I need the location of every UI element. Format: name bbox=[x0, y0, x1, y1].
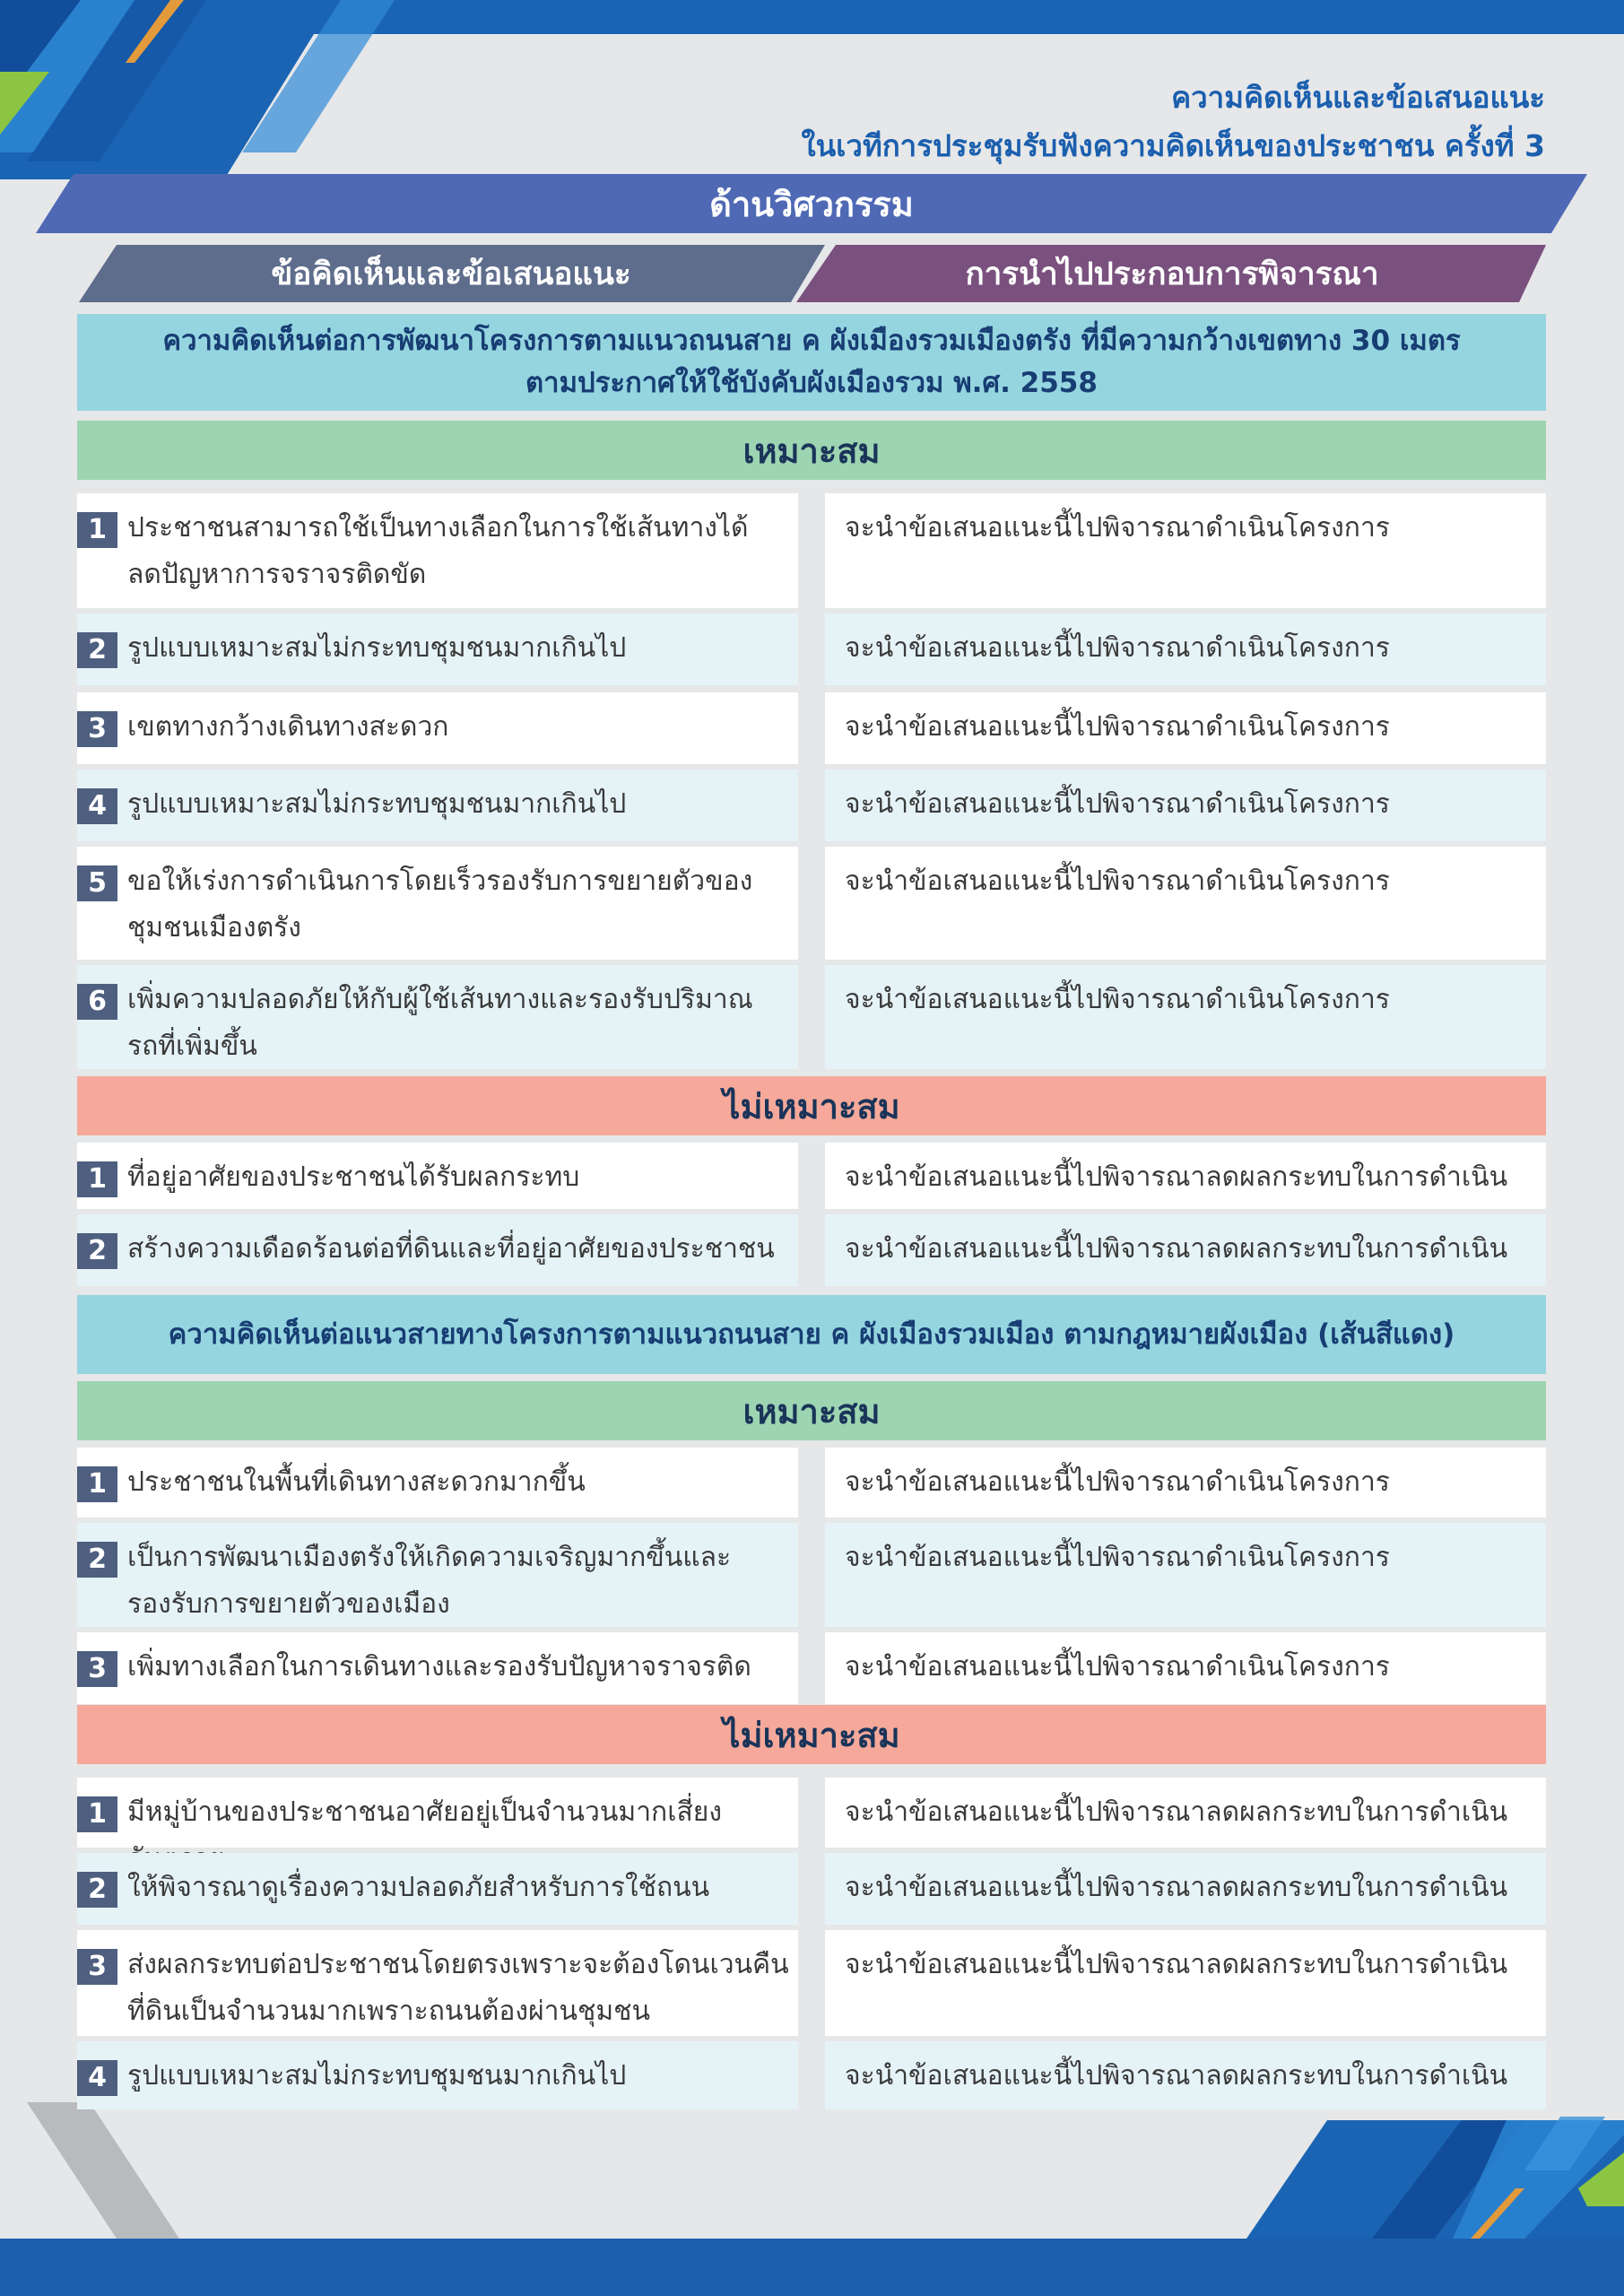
response-cell: จะนำข้อเสนอแนะนี้ไปพิจารณาดำเนินโครงการ bbox=[825, 1523, 1546, 1627]
response-cell: จะนำข้อเสนอแนะนี้ไปพิจารณาดำเนินโครงการ bbox=[825, 1448, 1546, 1518]
item-number: 2 bbox=[77, 632, 117, 668]
item-number: 1 bbox=[77, 1161, 117, 1197]
comment-line: ให้พิจารณาดูเรื่องความปลอดภัยสำหรับการใช้ถนน bbox=[127, 1872, 710, 1903]
item-number: 2 bbox=[77, 1233, 117, 1269]
header-title: ความคิดเห็นและข้อเสนอแนะ bbox=[1171, 80, 1545, 115]
item-number: 1 bbox=[77, 1466, 117, 1502]
comment-line: รูปแบบเหมาะสมไม่กระทบชุมชนมากเกินไป bbox=[127, 2060, 627, 2092]
comment-line: รูปแบบเหมาะสมไม่กระทบชุมชนมากเกินไป bbox=[127, 632, 627, 664]
comment-line: มีหมู่บ้านของประชาชนอาศัยอยู่เป็นจำนวนมากเสี่ยง bbox=[127, 1796, 722, 1828]
item-number: 2 bbox=[77, 1872, 117, 1908]
comment-cell bbox=[77, 1214, 798, 1286]
comment-cell bbox=[77, 2041, 798, 2109]
item-number: 6 bbox=[77, 984, 117, 1020]
bottom-bar bbox=[0, 2239, 1624, 2296]
comment-cell bbox=[77, 1143, 798, 1209]
comment-cell bbox=[77, 692, 798, 764]
comment-cell bbox=[77, 847, 798, 960]
response-cell: จะนำข้อเสนอแนะนี้ไปพิจารณาดำเนินโครงการ bbox=[825, 692, 1546, 764]
response-cell: จะนำข้อเสนอแนะนี้ไปพิจารณาดำเนินโครงการ bbox=[825, 847, 1546, 960]
response-cell: จะนำข้อเสนอแนะนี้ไปพิจารณาดำเนินโครงการ bbox=[825, 770, 1546, 841]
column-header-left: ข้อคิดเห็นและข้อเสนอแนะ bbox=[271, 256, 631, 292]
comment-line: ชุมชนเมืองตรัง bbox=[127, 912, 301, 944]
topic-line: ความคิดเห็นต่อแนวสายทางโครงการตามแนวถนนสาย ค ผังเมืองรวมเมือง ตามกฎหมายผังเมือง (เส้นสีแดง) bbox=[168, 1318, 1455, 1351]
comment-cell bbox=[77, 613, 798, 685]
suitable-banner: เหมาะสม bbox=[77, 421, 1546, 480]
item-number: 3 bbox=[77, 1949, 117, 1985]
topic-line: ตามประกาศให้ใช้บังคับผังเมืองรวม พ.ศ. 2558 bbox=[525, 367, 1098, 399]
item-number: 3 bbox=[77, 711, 117, 747]
item-number: 5 bbox=[77, 865, 117, 901]
comment-cell bbox=[77, 1523, 798, 1627]
comment-line: รองรับการขยายตัวของเมือง bbox=[127, 1588, 450, 1620]
comment-line: เพิ่มทางเลือกในการเดินทางและรองรับปัญหาจราจรติด bbox=[127, 1651, 751, 1683]
suitable-banner: เหมาะสม bbox=[77, 1381, 1546, 1440]
comment-cell bbox=[77, 1632, 798, 1704]
comment-line: ที่อยู่อาศัยของประชาชนได้รับผลกระทบ bbox=[127, 1161, 580, 1193]
comment-line: ลดปัญหาการจราจรติดขัด bbox=[127, 559, 427, 590]
response-cell: จะนำข้อเสนอแนะนี้ไปพิจารณาลดผลกระทบในการดำเนิน bbox=[825, 2041, 1546, 2109]
comment-line: ประชาชนในพื้นที่เดินทางสะดวกมากขึ้น bbox=[127, 1466, 586, 1498]
comment-cell bbox=[77, 493, 798, 608]
comment-cell bbox=[77, 1853, 798, 1925]
comment-line: ที่ดินเป็นจำนวนมากเพราะถนนต้องผ่านชุมชน bbox=[127, 1996, 651, 2027]
item-number: 4 bbox=[77, 788, 117, 824]
item-number: 1 bbox=[77, 512, 117, 548]
response-cell: จะนำข้อเสนอแนะนี้ไปพิจารณาลดผลกระทบในการดำเนิน bbox=[825, 1853, 1546, 1925]
item-number: 3 bbox=[77, 1651, 117, 1687]
response-cell: จะนำข้อเสนอแนะนี้ไปพิจารณาลดผลกระทบในการดำเนิน bbox=[825, 1778, 1546, 1848]
topic-line: ความคิดเห็นต่อการพัฒนาโครงการตามแนวถนนสาย ค ผังเมืองรวมเมืองตรัง ที่มีความกว้างเขตทาง 30 เมตร bbox=[162, 325, 1461, 357]
comment-cell bbox=[77, 1778, 798, 1848]
topic-banner bbox=[77, 1295, 1546, 1374]
response-cell: จะนำข้อเสนอแนะนี้ไปพิจารณาดำเนินโครงการ bbox=[825, 1632, 1546, 1704]
comment-line: ส่งผลกระทบต่อประชาชนโดยตรงเพราะจะต้องโดนเวนคืน bbox=[127, 1949, 789, 1980]
comment-line: เป็นการพัฒนาเมืองตรังให้เกิดความเจริญมากขึ้นและ bbox=[127, 1542, 732, 1573]
comment-line: รถที่เพิ่มขึ้น bbox=[127, 1031, 257, 1062]
comment-cell bbox=[77, 770, 798, 841]
unsuitable-banner: ไม่เหมาะสม bbox=[77, 1705, 1546, 1764]
comment-line: เพิ่มความปลอดภัยให้กับผู้ใช้เส้นทางและรองรับปริมาณ bbox=[127, 984, 753, 1015]
section-title: ด้านวิศวกรรม bbox=[709, 184, 914, 224]
response-cell: จะนำข้อเสนอแนะนี้ไปพิจารณาลดผลกระทบในการดำเนิน bbox=[825, 1143, 1546, 1209]
comment-line: ขอให้เร่งการดำเนินการโดยเร็วรองรับการขยายตัวของ bbox=[127, 865, 753, 897]
comment-line: รูปแบบเหมาะสมไม่กระทบชุมชนมากเกินไป bbox=[127, 788, 627, 820]
topic-banner bbox=[77, 314, 1546, 411]
comment-cell bbox=[77, 965, 798, 1069]
comment-cell bbox=[77, 1930, 798, 2036]
comment-line: สร้างความเดือดร้อนต่อที่ดินและที่อยู่อาศัยของประชาชน bbox=[127, 1233, 775, 1265]
comment-line: ประชาชนสามารถใช้เป็นทางเลือกในการใช้เส้นทางได้ bbox=[127, 512, 749, 544]
response-cell: จะนำข้อเสนอแนะนี้ไปพิจารณาดำเนินโครงการ bbox=[825, 965, 1546, 1069]
item-number: 4 bbox=[77, 2060, 117, 2096]
comment-line: เขตทางกว้างเดินทางสะดวก bbox=[127, 711, 449, 743]
response-cell: จะนำข้อเสนอแนะนี้ไปพิจารณาดำเนินโครงการ bbox=[825, 613, 1546, 685]
response-cell: จะนำข้อเสนอแนะนี้ไปพิจารณาดำเนินโครงการ bbox=[825, 493, 1546, 608]
comment-cell bbox=[77, 1448, 798, 1518]
item-number: 1 bbox=[77, 1796, 117, 1832]
header-subtitle: ในเวทีการประชุมรับฟังความคิดเห็นของประชาชน ครั้งที่ 3 bbox=[801, 128, 1545, 163]
response-cell: จะนำข้อเสนอแนะนี้ไปพิจารณาลดผลกระทบในการดำเนิน bbox=[825, 1214, 1546, 1286]
item-number: 2 bbox=[77, 1542, 117, 1578]
response-cell: จะนำข้อเสนอแนะนี้ไปพิจารณาลดผลกระทบในการดำเนิน bbox=[825, 1930, 1546, 2036]
unsuitable-banner: ไม่เหมาะสม bbox=[77, 1076, 1546, 1135]
column-header-right: การนำไปประกอบการพิจารณา bbox=[965, 256, 1379, 292]
